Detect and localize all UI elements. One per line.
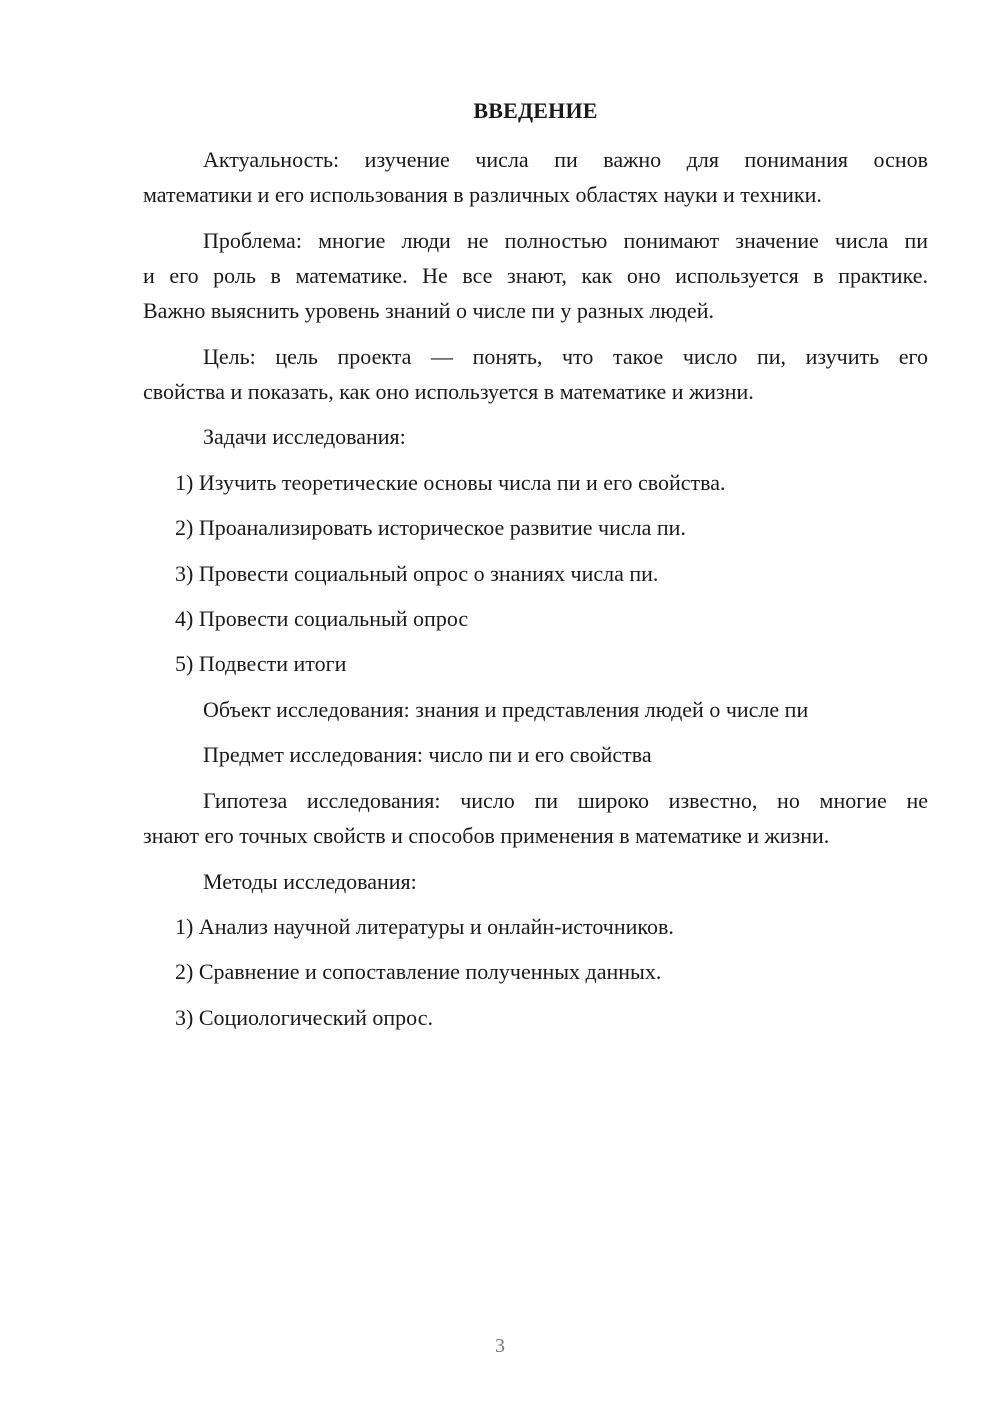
task-item: 5) Подвести итоги bbox=[175, 651, 347, 676]
methods-title: Методы исследования: bbox=[203, 869, 417, 894]
research-subject: Предмет исследования: число пи и его свойства bbox=[203, 742, 652, 767]
method-item: 3) Социологический опрос. bbox=[175, 1005, 433, 1030]
hypothesis-line-1: Гипотеза исследования: число пи широко известно, но многие не bbox=[203, 788, 928, 813]
problem-line-2: и его роль в математике. Не все знают, как оно используется в практике. bbox=[143, 263, 928, 288]
method-item: 1) Анализ научной литературы и онлайн-источников. bbox=[175, 914, 674, 939]
page-number: 3 bbox=[495, 1335, 505, 1357]
method-item: 2) Сравнение и сопоставление полученных данных. bbox=[175, 959, 662, 984]
goal-line-2: свойства и показать, как оно используется в математике и жизни. bbox=[143, 379, 754, 404]
problem-line-1: Проблема: многие люди не полностью понимают значение числа пи bbox=[203, 228, 928, 253]
task-item: 2) Проанализировать историческое развитие числа пи. bbox=[175, 515, 686, 540]
relevance-line-1: Актуальность: изучение числа пи важно для понимания основ bbox=[203, 147, 928, 172]
tasks-title: Задачи исследования: bbox=[203, 424, 406, 449]
task-item: 1) Изучить теоретические основы числа пи и его свойства. bbox=[175, 470, 726, 495]
goal-line-1: Цель: цель проекта — понять, что такое число пи, изучить его bbox=[203, 344, 928, 369]
task-item: 4) Провести социальный опрос bbox=[175, 606, 469, 631]
hypothesis-line-2: знают его точных свойств и способов применения в математике и жизни. bbox=[143, 823, 830, 848]
task-item: 3) Провести социальный опрос о знаниях числа пи. bbox=[175, 561, 659, 586]
relevance-line-2: математики и его использования в различных областях науки и техники. bbox=[143, 182, 822, 207]
problem-line-3: Важно выяснить уровень знаний о числе пи у разных людей. bbox=[143, 298, 714, 323]
section-heading: ВВЕДЕНИЕ bbox=[473, 98, 598, 123]
research-object: Объект исследования: знания и представления людей о числе пи bbox=[203, 697, 809, 722]
